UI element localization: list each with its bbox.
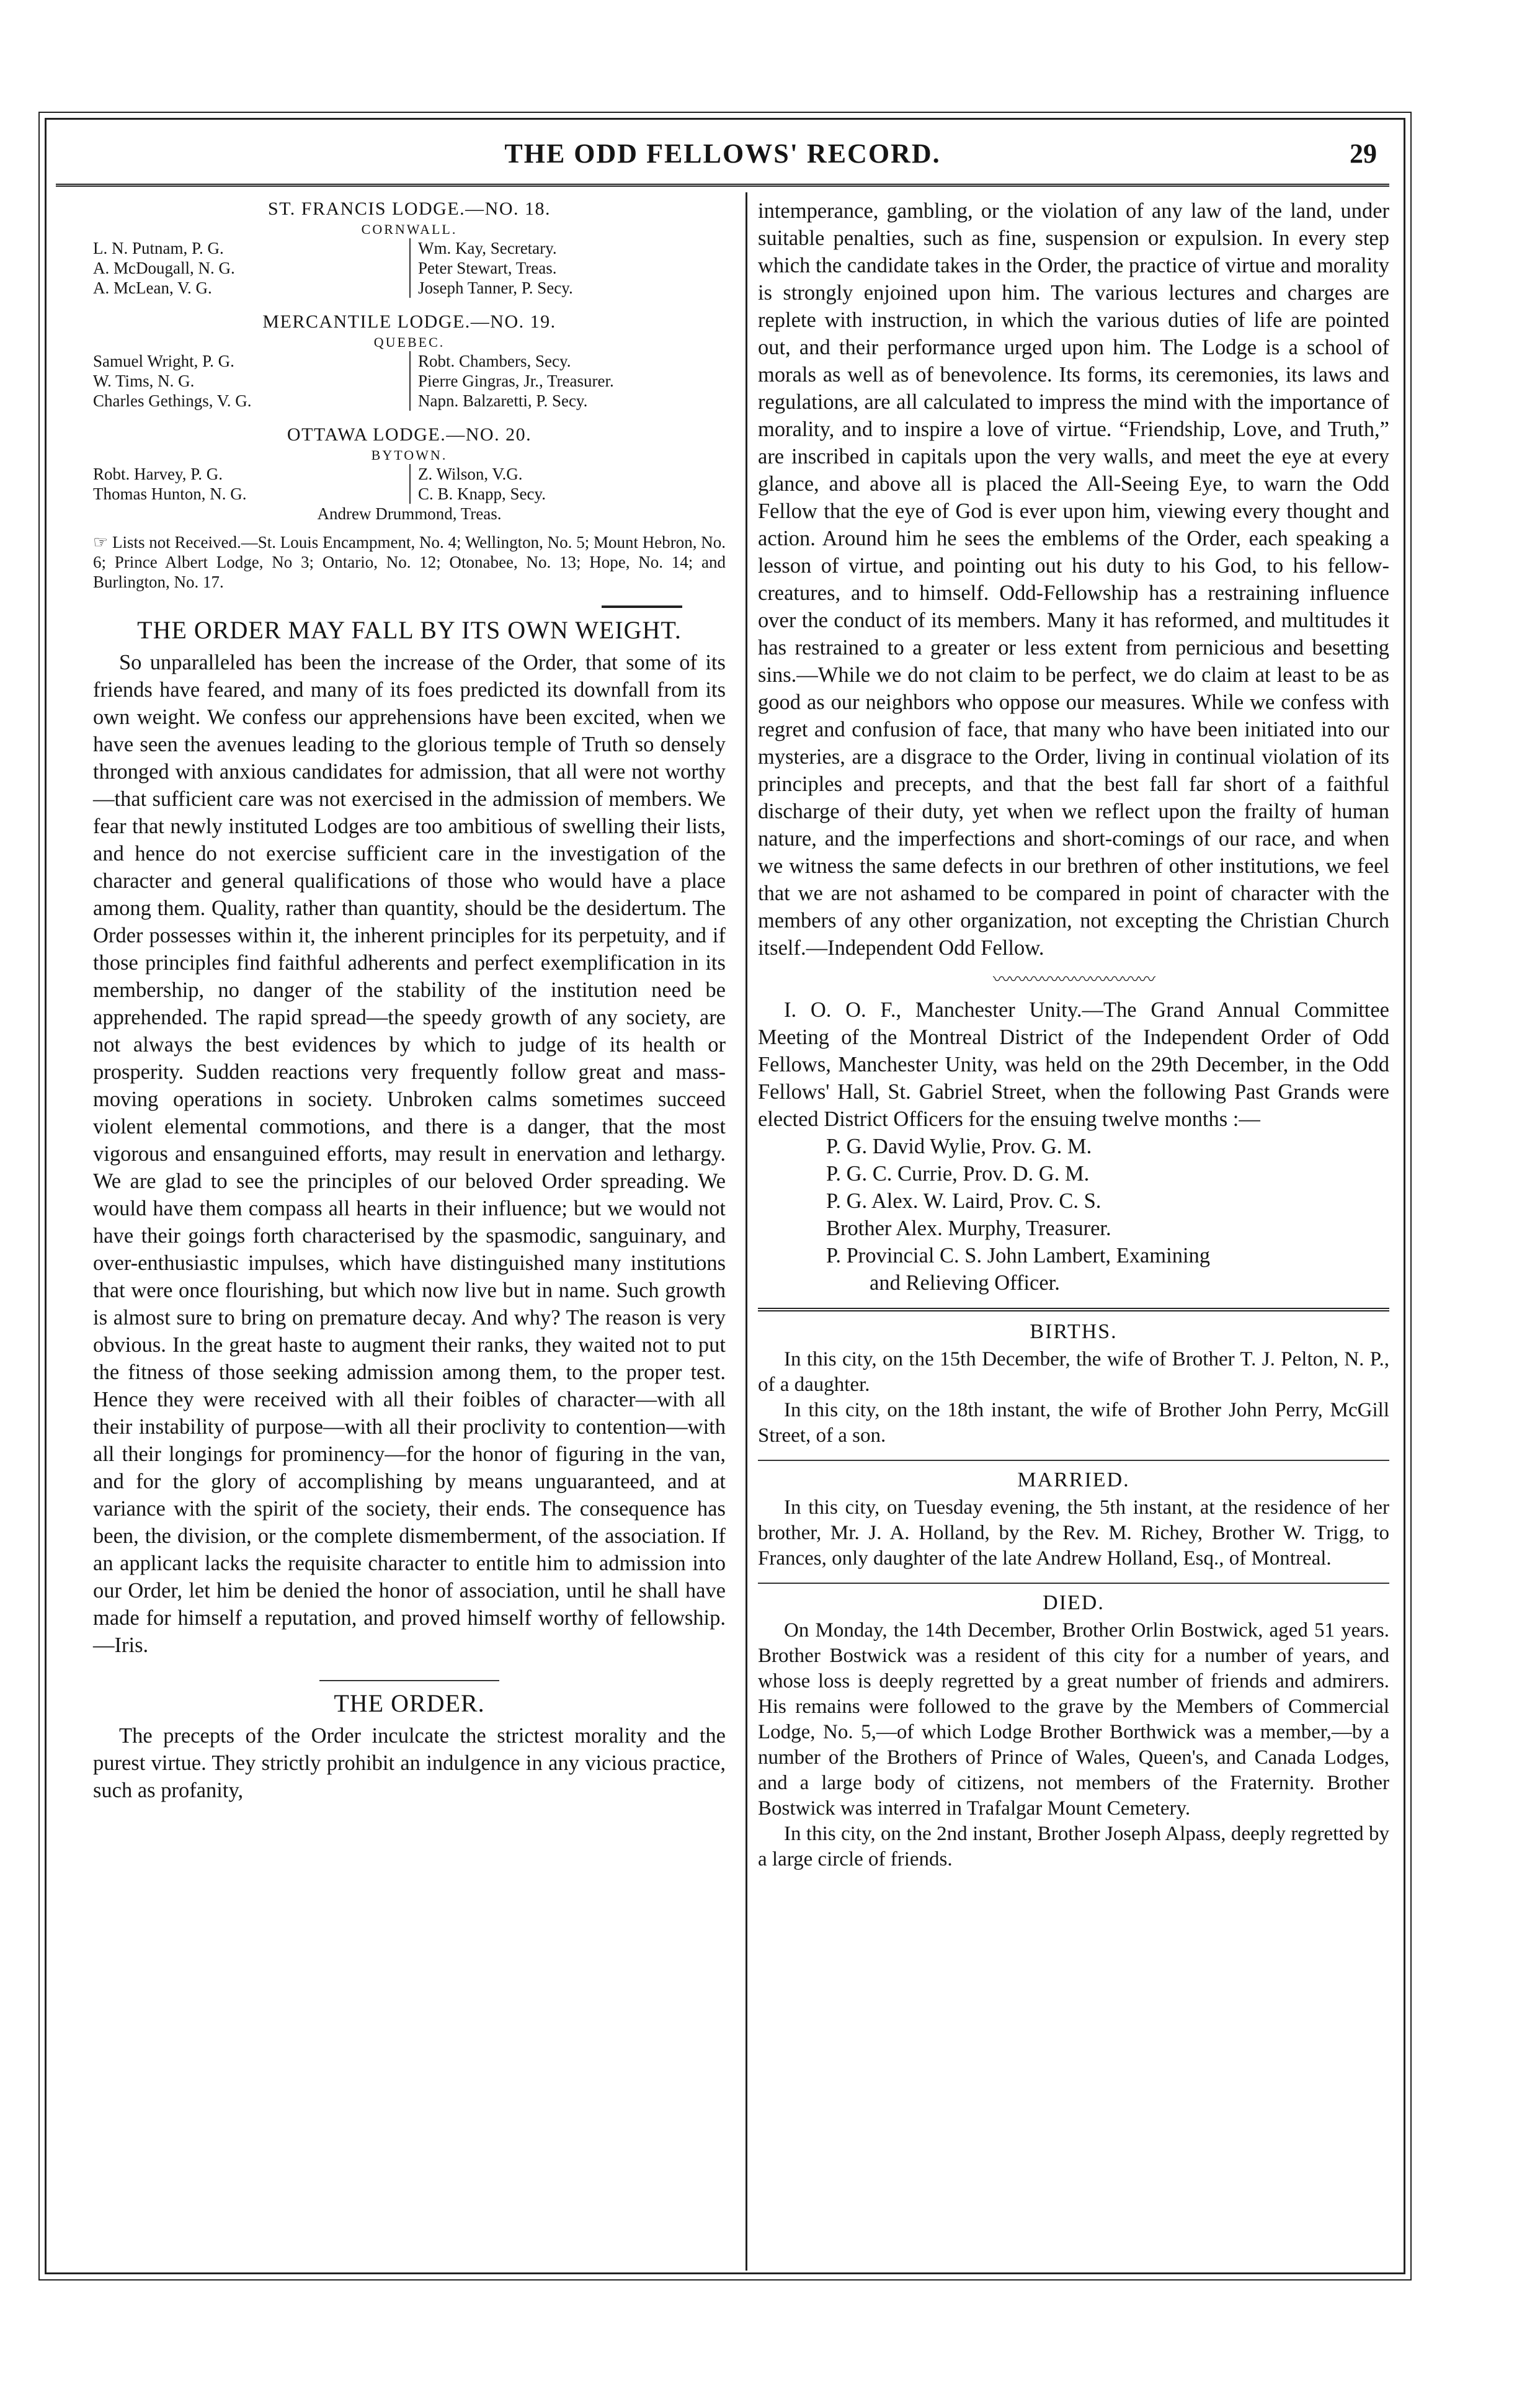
died-item: In this city, on the 2nd instant, Brother Joseph Alpass, deeply regretted by a large circle of friends. <box>758 1823 1389 1870</box>
died-item: On Monday, the 14th December, Brother Orlin Bostwick, aged 51 years. Brother Bostwick was a resident of this city for a number of years, and whose loss is deeply regretted by a great number of friends and admirers. His remains were followed to the grave by the Members of Commercial Lodge, No. 5,—of which Lodge Brother Borthwick was a member,—by a number of the Brothers of Prince of Wales, Queen's, and Canada Lodges, and a large body of citizens, not members of the Fraternity. Brother Bostwick was interred in Trafalgar Mount Cemetery. <box>758 1619 1389 1820</box>
officer: Charles Gethings, V. G. <box>93 391 252 410</box>
ornamental-rule: 〰〰〰〰〰〰〰〰〰〰 <box>992 970 1154 990</box>
lodge-mercantile <box>93 310 726 411</box>
died-section <box>758 1590 1389 1872</box>
lodge-officers <box>93 351 726 411</box>
officer: P. G. C. Currie, Prov. D. G. M. <box>826 1162 1090 1186</box>
officer: Samuel Wright, P. G. <box>93 352 234 370</box>
article-order-may-fall <box>93 617 726 1659</box>
article-body: The precepts of the Order inculcate the strictest morality and the purest virtue. They strictly prohibit an indulgence in any vicious practice, such as profanity, <box>93 1724 726 1802</box>
officer: W. Tims, N. G. <box>93 372 195 390</box>
officer: Robt. Chambers, Secy. <box>418 352 571 370</box>
section-rule <box>758 1308 1389 1311</box>
lodge-st-francis <box>93 197 726 298</box>
died-title: DIED. <box>1043 1591 1105 1614</box>
officer: L. N. Putnam, P. G. <box>93 239 224 257</box>
section-rule <box>319 1680 499 1681</box>
district-officers <box>758 1133 1389 1297</box>
section-rule <box>758 1583 1389 1584</box>
births-title: BIRTHS. <box>1030 1320 1118 1343</box>
officer: P. G. David Wylie, Prov. G. M. <box>826 1135 1092 1158</box>
notice-body: I. O. O. F., Manchester Unity.—The Grand Annual Committee Meeting of the Montreal District of the Independent Order of Odd Fellows, Manchester Unity, was held on the 29th December, in the Odd Fellows' Hall, St. Gabriel Street, when the following Past Grands were elected District Officers for the ensuing twelve months :— <box>758 998 1389 1131</box>
births-section <box>758 1319 1389 1449</box>
officer: and Relieving Officer. <box>870 1271 1060 1295</box>
lodge-place: CORNWALL. <box>361 221 458 237</box>
officer: A. McLean, V. G. <box>93 279 212 297</box>
married-item: In this city, on Tuesday evening, the 5th instant, at the residence of her brother, Mr. J. A. Holland, by the Rev. M. Richey, Brother W. Trigg, to Frances, only daughter of the late Andrew Holland, Esq., of Montreal. <box>758 1496 1389 1570</box>
lodge-place: BYTOWN. <box>371 447 448 463</box>
lodge-title: ST. FRANCIS LODGE.—NO. 18. <box>268 199 551 219</box>
officer: P. Provincial C. S. John Lambert, Examining <box>826 1244 1211 1267</box>
column-divider <box>746 192 747 2271</box>
lodge-place: QUEBEC. <box>373 334 445 350</box>
officer: A. McDougall, N. G. <box>93 259 235 277</box>
right-column <box>758 197 1389 1872</box>
page-number: 29 <box>1350 138 1377 169</box>
officer: Brother Alex. Murphy, Treasurer. <box>826 1217 1111 1240</box>
article-the-order <box>93 1690 726 1804</box>
lodge-title: MERCANTILE LODGE.—NO. 19. <box>262 311 556 332</box>
married-title: MARRIED. <box>1017 1468 1130 1491</box>
article-title: THE ORDER MAY FALL BY ITS OWN WEIGHT. <box>137 616 682 644</box>
header-rule <box>56 184 1389 187</box>
lodge-officers <box>93 238 726 298</box>
officer: P. G. Alex. W. Laird, Prov. C. S. <box>826 1189 1102 1213</box>
manchester-unity-notice <box>758 996 1389 1297</box>
page-title: THE ODD FELLOWS' RECORD. <box>504 138 941 169</box>
page-header <box>56 138 1389 181</box>
officer: Joseph Tanner, P. Secy. <box>418 279 573 297</box>
lists-not-received-note: ☞ Lists not Received.—St. Louis Encampment, No. 4; Wellington, No. 5; Mount Hebron, No. 6; Prince Albert Lodge, No 3; Ontario, No. 12; Otonabee, No. 13; Hope, No. 14; and Burlington, No. 17. <box>93 533 726 591</box>
article-body-continued: intemperance, gambling, or the violation of any law of the land, under suitable penalties, such as fine, suspension or expulsion. In every step which the candidate takes in the Order, the practice of virtue and morality is strongly enjoined upon him. The various lectures and charges are replete with instruction, in which the various duties of life are pointed out, and their performance urged upon him. The Lodge is a school of morals as well as of benevolence. Its forms, its ceremonies, its laws and regulations, are all calculated to impress the mind with the importance of morality, and to inspire a love of virtue. “Friendship, Love, and Truth,” are inscribed in capitals upon the very walls, and meet the eye at every glance, and above all is placed the All-Seeing Eye, to warn the Odd Fellow that the eye of God is ever upon him, viewing every thought and action. Around him he sees the emblems of the Order, each speaking a lesson of virtue, and pointing out his duty to his God, to his fellow-creatures, and to himself. Odd-Fellowship has a restraining influence over the conduct of its members. Many it has reformed, and multitudes it has restrained to a greater or less extent from pernicious and besetting sins.—While we do not claim to be perfect, we do claim at least to be as good as our neighbors who oppose our measures. While we confess with regret and confusion of face, that many who have been initiated into our mysteries, are a disgrace to the Order, living in continual violation of its principles and precepts, and that the best fall far short of a faithful discharge of their duty, yet when we reflect upon the frailty of human nature, and the imperfections and short-comings of our race, and when we witness the same defects in our brethren of other institutions, we feel that we are not ashamed to be compared in point of character with the members of any other organization, not excepting the Christian Church itself.—Independent Odd Fellow. <box>758 199 1389 960</box>
officer: Napn. Balzaretti, P. Secy. <box>418 391 588 410</box>
birth-item: In this city, on the 18th instant, the wife of Brother John Perry, McGill Street, of a son. <box>758 1399 1389 1447</box>
officer: Wm. Kay, Secretary. <box>418 239 557 257</box>
lodge-title: OTTAWA LODGE.—NO. 20. <box>287 424 532 445</box>
article-body: So unparalleled has been the increase of the Order, that some of its friends have feared, and many of its foes predicted its downfall from its own weight. We confess our apprehensions have been excited, when we have seen the avenues leading to the glorious temple of Truth so densely thronged with anxious candidates for admission, that all were not worthy—that sufficient care was not exercised in the admission of members. We fear that newly instituted Lodges are too ambitious of swelling their lists, and hence do not exercise sufficient care in the investigation of the character and general qualifications of those who would have a place among them. Quality, rather than quantity, should be the desidertum. The Order possesses within it, the inherent principles for its perpetuity, and if those principles find faithful adherents and perfect exemplification in its membership, no danger of the stability of the institution need be apprehended. The rapid spread—the speedy growth of any society, are not always the best evidences by which to judge of its health or prosperity. Sudden reactions very frequently follow great and mass-moving operations in society. Unbroken calms sometimes succeed violent elemental commotions, and there is a danger, that the most vigorous and ensanguined efforts, may result in enervation and lethargy. We are glad to see the principles of our beloved Order spreading. We would have them compass all hearts in their influence; but we would not have their goings forth characterised by the spasmodic, sanguinary, and over-enthusiastic impulses, which have distinguished many institutions that were once flourishing, but which now live but in name. Such growth is almost sure to bring on premature decay. And why? The reason is very obvious. In the great haste to augment their ranks, they waited not to put the fitness of those seeking admission among them, to the proper test. Hence they were received with all their foibles of character—with all their instability of purpose—with all their proclivity to contention—with all their longings for prominency—for the honor of figuring in the van, and for the glory of accomplishing by means unguaranteed, and at variance with the spirit of the society, their ends. The consequence has been, the division, or the complete dismemberment, of the association. If an applicant lacks the requisite character to entitle him to admission into our Order, let him be denied the honor of association, until he shall have made for himself a reputation, and proved himself worthy of fellowship.—Iris. <box>93 651 726 1657</box>
lodge-officers <box>93 464 726 504</box>
officer: Pierre Gingras, Jr., Treasurer. <box>418 372 614 390</box>
officer: Z. Wilson, V.G. <box>418 465 523 483</box>
officer: Peter Stewart, Treas. <box>418 259 557 277</box>
section-rule <box>602 605 682 608</box>
article-title: THE ORDER. <box>334 1689 485 1717</box>
officer: C. B. Knapp, Secy. <box>418 485 546 503</box>
lodge-ottawa <box>93 423 726 524</box>
birth-item: In this city, on the 15th December, the wife of Brother T. J. Pelton, N. P., of a daughter. <box>758 1348 1389 1396</box>
officer: Thomas Hunton, N. G. <box>93 485 247 503</box>
officer: Robt. Harvey, P. G. <box>93 465 223 483</box>
officer: Andrew Drummond, Treas. <box>317 504 502 523</box>
left-column <box>93 197 726 1804</box>
married-section <box>758 1467 1389 1571</box>
section-rule <box>758 1460 1389 1461</box>
